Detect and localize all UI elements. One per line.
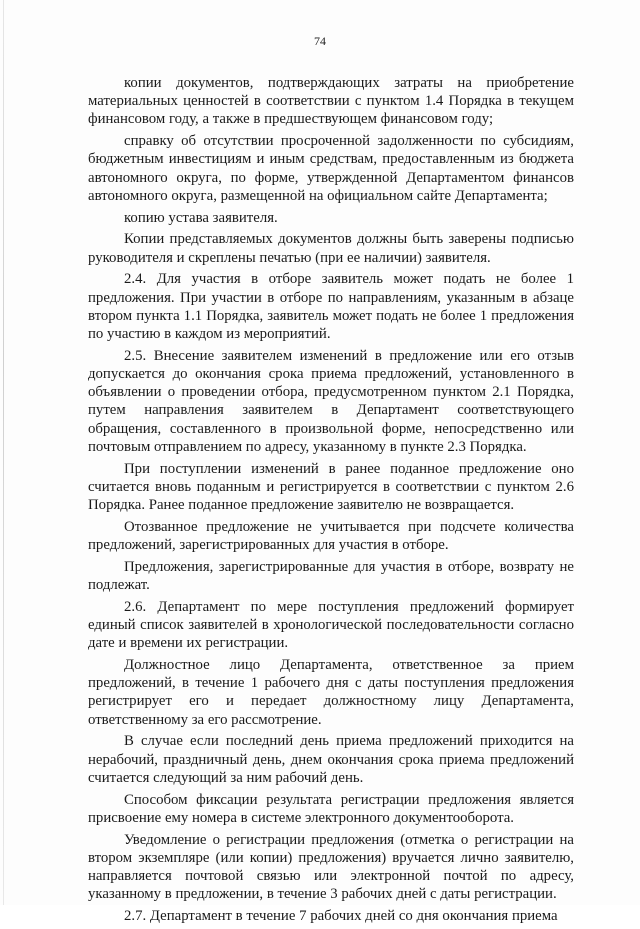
- document-body: [88, 74, 574, 929]
- paragraph: 2.4. Для участия в отборе заявитель может подать не более 1 предложения. При участии в отборе по направлениям, указанным в абзаце втором пункта 1.1 Порядка, заявитель может подать не более 1 предложения по участию в каждом из мероприятий.: [88, 271, 574, 343]
- paragraph: Способом фиксации результата регистрации предложения является присвоение ему номера в системе электронного документооборота.: [88, 791, 574, 826]
- scan-edge-line: [3, 0, 4, 905]
- paragraph: 2.5. Внесение заявителем изменений в предложение или его отзыв допускается до окончания срока приема предложений, установленного в объявлении о проведении отбора, предусмотренном пунктом 2.1 Порядка, путем направления заявителем в Департамент соответствующего обращения, составленного в произвольной форме, непосредственно или почтовым отправлением по адресу, указанному в пункте 2.3 Порядка.: [88, 347, 574, 455]
- paragraph: В случае если последний день приема предложений приходится на нерабочий, праздничный день, днем окончания срока приема предложений считается следующий за ним рабочий день.: [88, 733, 574, 786]
- paragraph: копии документов, подтверждающих затраты на приобретение материальных ценностей в соответствии с пунктом 1.4 Порядка в текущем финансовом году, а также в предшествующем финансовом году;: [88, 75, 574, 128]
- paragraph: копию устава заявителя.: [124, 209, 278, 226]
- paragraph: Предложения, зарегистрированные для участия в отборе, возврату не подлежат.: [88, 558, 574, 594]
- paragraph: Уведомление о регистрации предложения (отметка о регистрации на втором экземпляре (или копии) предложения) вручается лично заявителю, направляется почтовой связью или электронной почтой по адресу, указанному в предложении, в течение 3 рабочих дней с даты регистрации.: [88, 831, 574, 903]
- paragraph: справку об отсутствии просроченной задолженности по субсидиям, бюджетным инвестициям и иным средствам, предоставленным из бюджета автономного округа, по форме, утвержденной Департаментом финансов автономного округа, размещенной на официальном сайте Департамента;: [88, 133, 574, 204]
- paragraph: 2.6. Департамент по мере поступления предложений формирует единый список заявителей в хронологической последовательности согласно дате и времени их регистрации.: [88, 598, 574, 652]
- paragraph: Отозванное предложение не учитывается при подсчете количества предложений, зарегистрированных для участия в отборе.: [88, 518, 574, 554]
- paragraph: При поступлении изменений в ранее поданное предложение оно считается вновь поданным и регистрируется в соответствии с пунктом 2.6 Порядка. Ранее поданное предложение заявителю не возвращается.: [88, 460, 574, 514]
- paragraph: 2.7. Департамент в течение 7 рабочих дней со дня окончания приема: [124, 908, 558, 925]
- paragraph: Копии представляемых документов должны быть заверены подписью руководителя и скреплены печатью (при ее наличии) заявителя.: [88, 231, 574, 266]
- page-number: 74: [314, 34, 326, 48]
- paragraph: Должностное лицо Департамента, ответственное за прием предложений, в течение 1 рабочего дня с даты поступления предложения регистрирует его и передает должностному лицу Департамента, ответственному за его рассмотрение.: [88, 657, 574, 728]
